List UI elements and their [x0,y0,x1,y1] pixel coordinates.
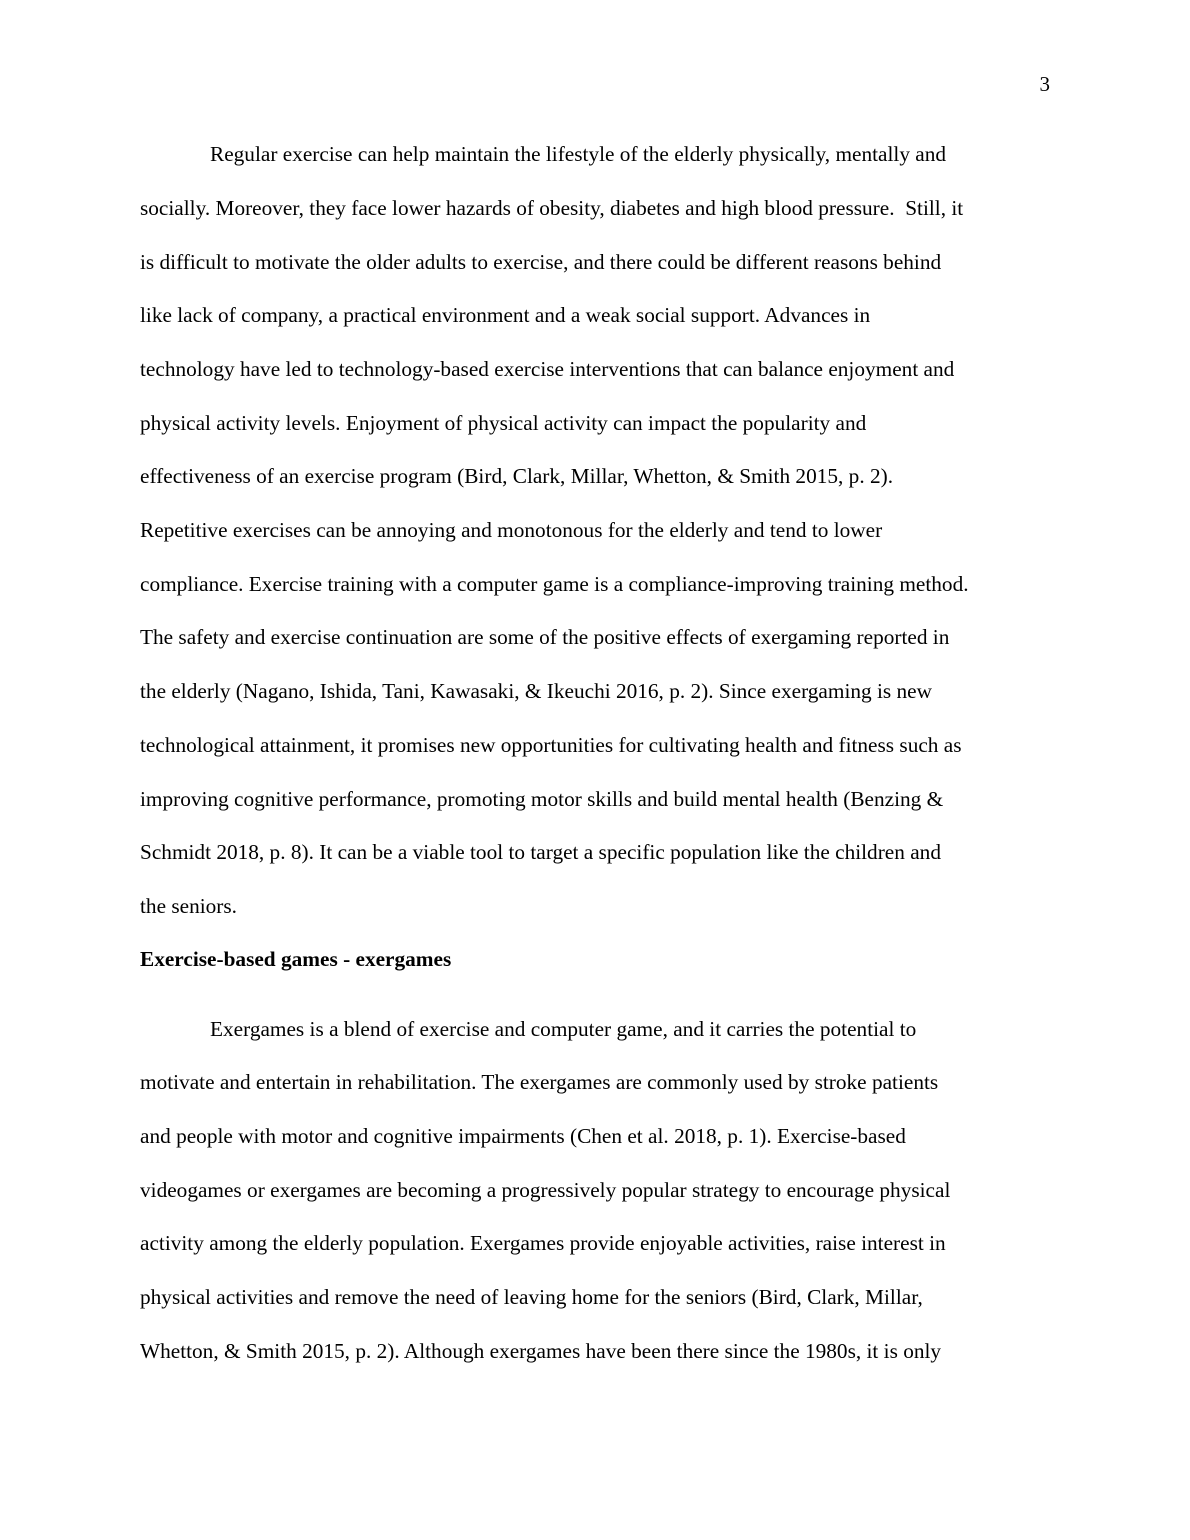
paragraph-line: videogames or exergames are becoming a progressively popular strategy to encourage physical [140,1178,951,1202]
section-heading: Exercise-based games - exergames [140,947,452,971]
paragraph-line: Regular exercise can help maintain the lifestyle of the elderly physically, mentally and [210,142,947,166]
paragraph-line: and people with motor and cognitive impairments (Chen et al. 2018, p. 1). Exercise-based [140,1124,906,1148]
paragraph-line: Whetton, & Smith 2015, p. 2). Although exergames have been there since the 1980s, it is only [140,1339,942,1363]
paragraph-line: technological attainment, it promises new opportunities for cultivating health and fitness such as [140,733,962,757]
paragraph-line: The safety and exercise continuation are some of the positive effects of exergaming reported in [140,625,950,649]
paragraph-line: effectiveness of an exercise program (Bird, Clark, Millar, Whetton, & Smith 2015, p. 2). [140,464,894,488]
paragraph-line: socially. Moreover, they face lower hazards of obesity, diabetes and high blood pressure. Still, it [140,196,964,220]
paragraph-line: activity among the elderly population. Exergames provide enjoyable activities, raise interest in [140,1231,946,1255]
paragraph-line: Repetitive exercises can be annoying and monotonous for the elderly and tend to lower [140,518,883,542]
paragraph-line: like lack of company, a practical environment and a weak social support. Advances in [140,303,871,327]
paragraph-line: motivate and entertain in rehabilitation. The exergames are commonly used by stroke patients [140,1070,939,1094]
paragraph-line: the elderly (Nagano, Ishida, Tani, Kawasaki, & Ikeuchi 2016, p. 2). Since exergaming is new [140,679,932,703]
paragraph-line: compliance. Exercise training with a computer game is a compliance-improving training method. [140,572,969,596]
page-number: 3 [1039,72,1050,96]
paragraph-line: physical activities and remove the need of leaving home for the seniors (Bird, Clark, Millar, [140,1285,923,1309]
paragraph-line: Schmidt 2018, p. 8). It can be a viable tool to target a specific population like the children and [140,840,941,864]
paragraph-line: improving cognitive performance, promoting motor skills and build mental health (Benzing & [140,787,944,811]
paragraph-line: physical activity levels. Enjoyment of physical activity can impact the popularity and [140,411,867,435]
paragraph-line: the seniors. [140,894,238,918]
paragraph-line: technology have led to technology-based exercise interventions that can balance enjoyment and [140,357,955,381]
paragraph-line: Exergames is a blend of exercise and computer game, and it carries the potential to [210,1017,917,1041]
paragraph-line: is difficult to motivate the older adults to exercise, and there could be different reasons behind [140,250,942,274]
